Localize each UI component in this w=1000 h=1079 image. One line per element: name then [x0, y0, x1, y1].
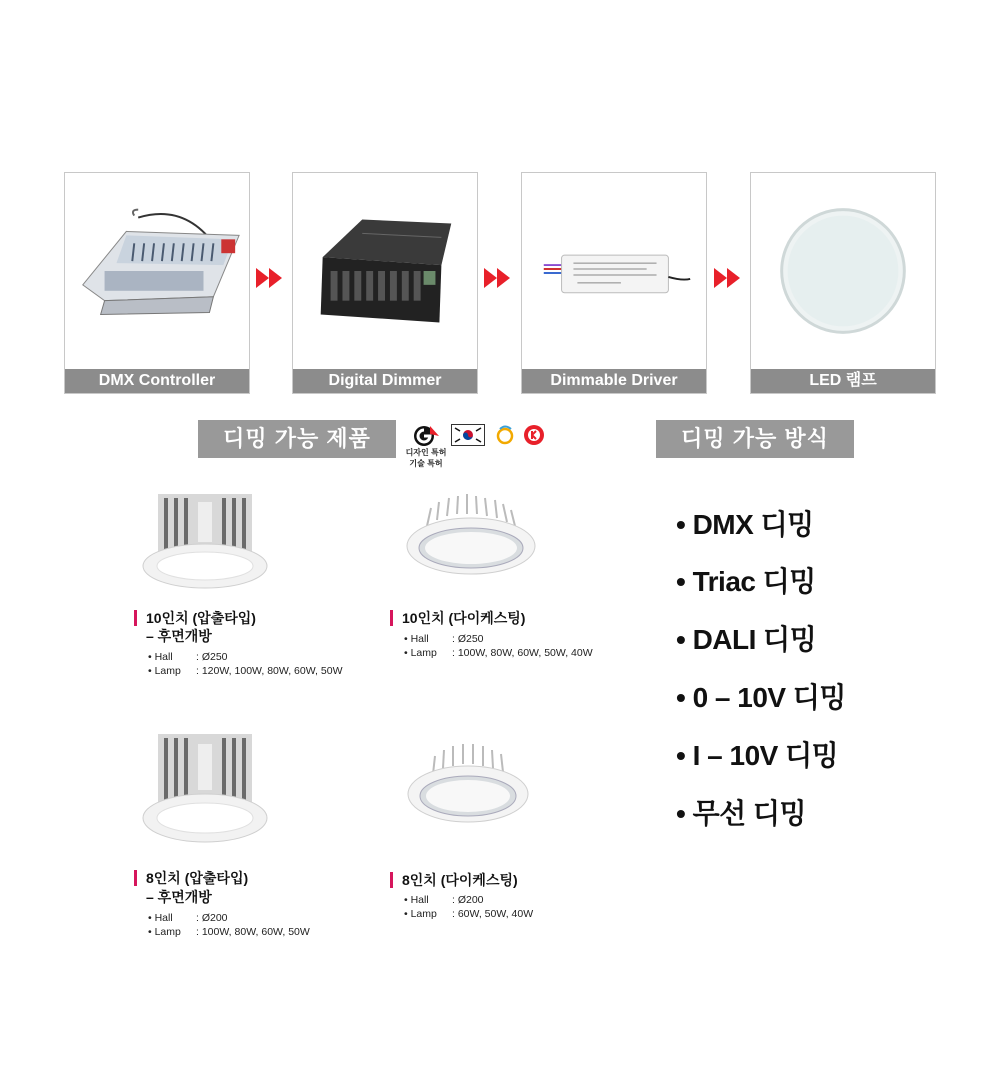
double-arrow-icon	[484, 268, 512, 288]
flow-card-dmx-controller	[64, 172, 250, 394]
product-title: 8인치 (다이케스팅)	[390, 872, 518, 888]
double-arrow-icon	[256, 268, 284, 288]
products-section-title: 디밍 가능 제품	[198, 420, 396, 458]
spec-key: • Hall	[404, 633, 429, 645]
flow-card-label: Dimmable Driver	[522, 369, 706, 393]
method-item-wireless: • 무선 디밍	[676, 798, 807, 829]
spec-row-hall	[404, 893, 533, 907]
spec-value: : 60W, 50W, 40W	[452, 908, 534, 920]
spec-row-lamp	[404, 646, 593, 660]
product-subtitle: – 후면개방	[146, 628, 212, 644]
spec-row-hall	[148, 911, 310, 925]
product-subtitle: – 후면개방	[146, 889, 212, 905]
method-item-dmx: • DMX 디밍	[676, 509, 814, 540]
method-item-0-10v: • 0 – 10V 디밍	[676, 682, 846, 713]
spec-row-hall	[148, 650, 342, 664]
spec-key: • Hall	[148, 651, 173, 663]
korea-flag-icon	[451, 424, 485, 446]
product-specs	[148, 650, 342, 678]
spec-key: • Lamp	[148, 665, 181, 677]
flow-card-digital-dimmer	[292, 172, 478, 394]
product-10in-diecasting-image	[403, 490, 539, 584]
spec-value: : Ø250	[196, 651, 228, 663]
spec-value: : Ø250	[452, 633, 484, 645]
spec-row-lamp	[404, 907, 533, 921]
product-8in-diecasting-image	[403, 740, 533, 832]
spec-value: : 100W, 80W, 60W, 50W, 40W	[452, 647, 593, 659]
tech-patent-caption: 기술 특허	[409, 459, 443, 468]
product-specs	[404, 632, 593, 660]
flow-card-label: Digital Dimmer	[293, 369, 477, 393]
dimmable-driver-image	[522, 173, 706, 369]
spec-row-lamp	[148, 925, 310, 939]
digital-dimmer-image	[293, 173, 477, 369]
dmx-controller-image	[65, 173, 249, 369]
kc-mark-icon	[522, 424, 546, 446]
flow-card-dimmable-driver	[521, 172, 707, 394]
product-specs	[148, 911, 310, 939]
design-patent-icon	[412, 424, 440, 448]
spec-key: • Hall	[148, 912, 173, 924]
energy-mark-icon	[494, 424, 516, 446]
product-8in-extrusion-image	[140, 728, 270, 846]
spec-key: • Lamp	[148, 926, 181, 938]
spec-key: • Lamp	[404, 908, 437, 920]
product-title: 10인치 (압출타입)	[134, 610, 256, 626]
spec-value: : 120W, 100W, 80W, 60W, 50W	[196, 665, 343, 677]
method-item-triac: • Triac 디밍	[676, 566, 816, 597]
led-lamp-image	[751, 173, 935, 369]
product-title: 10인치 (다이케스팅)	[390, 610, 525, 626]
spec-key: • Hall	[404, 894, 429, 906]
methods-section-title: 디밍 가능 방식	[656, 420, 854, 458]
design-patent-caption: 디자인 특허	[405, 448, 447, 457]
spec-row-lamp	[148, 664, 342, 678]
flow-card-label: DMX Controller	[65, 369, 249, 393]
spec-key: • Lamp	[404, 647, 437, 659]
method-item-1-10v: • I – 10V 디밍	[676, 740, 839, 771]
product-specs	[404, 893, 533, 921]
product-title: 8인치 (압출타입)	[134, 870, 248, 886]
flow-card-led-lamp	[750, 172, 936, 394]
product-10in-extrusion-image	[140, 488, 270, 592]
spec-value: : Ø200	[452, 894, 484, 906]
spec-row-hall	[404, 632, 593, 646]
spec-value: : Ø200	[196, 912, 228, 924]
method-item-dali: • DALI 디밍	[676, 624, 817, 655]
flow-card-label: LED 램프	[751, 369, 935, 393]
double-arrow-icon	[714, 268, 742, 288]
spec-value: : 100W, 80W, 60W, 50W	[196, 926, 310, 938]
